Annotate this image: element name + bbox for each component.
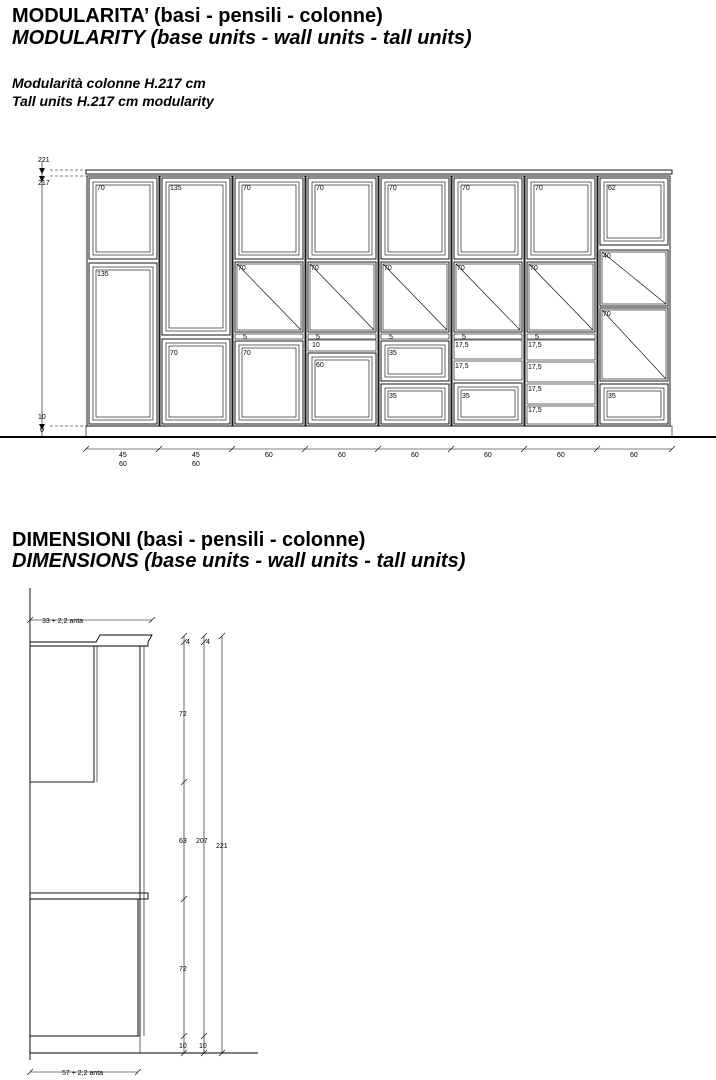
panel-height-label: 70 — [243, 185, 251, 192]
overall-label-crown: 4 — [206, 639, 210, 646]
unit-width-label: 60 — [557, 452, 565, 459]
plinth — [86, 426, 672, 437]
height-label-wall-unit: 72 — [179, 711, 187, 718]
bottom-depth-label: 57 + 2,2 anta — [62, 1070, 104, 1077]
width-dimension-line — [83, 446, 675, 452]
overall-label-plinth: 10 — [199, 1043, 207, 1050]
height-label-base-unit: 72 — [179, 966, 187, 973]
panel-height-label: 70 — [530, 265, 538, 272]
panel-height-label: 70 — [603, 311, 611, 318]
drawer-front — [454, 383, 522, 424]
level-label-10: 10 — [38, 414, 46, 421]
tall-unit-4 — [306, 176, 378, 426]
height-label-crown: 4 — [186, 639, 190, 646]
panel-height-label: 70 — [238, 265, 246, 272]
panel-height-label: 70 — [384, 265, 392, 272]
unit-width-label: 60 — [411, 452, 419, 459]
unit-width-label: 60 — [265, 452, 273, 459]
panel-height-label: 62 — [608, 185, 616, 192]
overall-label-total: 221 — [216, 843, 228, 850]
base-cabinet-profile — [30, 899, 138, 1036]
plinth-profile — [30, 1036, 140, 1053]
panel-height-label: 5 — [389, 334, 393, 341]
tall-unit-2 — [160, 176, 232, 426]
overall-label-tall-unit: 207 — [196, 838, 208, 845]
unit-width-label: 60 — [484, 452, 492, 459]
unit-width-label: 45 — [192, 452, 200, 459]
tall-unit-8 — [598, 176, 670, 426]
panel-height-label: 70 — [243, 350, 251, 357]
modularity-elevation-drawing — [0, 150, 716, 480]
section-dimensions-drawing — [0, 600, 716, 1080]
panel-height-label: 17,5 — [455, 363, 469, 370]
unit-width-label: 45 — [119, 452, 127, 459]
level-label-217: 217 — [38, 180, 50, 187]
wall-cabinet-profile — [30, 646, 94, 782]
panel-height-label: 5 — [462, 334, 466, 341]
panel-height-label: 35 — [389, 350, 397, 357]
tall-units-subtitle-en: Tall units H.217 cm modularity — [12, 93, 214, 109]
level-label-0: 0 — [40, 427, 44, 434]
panel-height-label: 17,5 — [528, 407, 542, 414]
modularity-title-en: MODULARITY (base units - wall units - tall units) — [12, 27, 472, 49]
panel-height-label: 35 — [462, 393, 470, 400]
door-panel — [89, 263, 157, 424]
tall-unit-6 — [452, 176, 524, 426]
panel-height-label: 5 — [535, 334, 539, 341]
crown-molding — [86, 170, 672, 174]
panel-height-label: 40 — [603, 253, 611, 260]
panel-height-label: 10 — [312, 342, 320, 349]
panel-height-label: 17,5 — [528, 386, 542, 393]
panel-height-label: 70 — [316, 185, 324, 192]
tall-unit-7 — [525, 176, 597, 426]
panel-height-label: 70 — [97, 185, 105, 192]
dimensions-title-en: DIMENSIONS (base units - wall units - tall units) — [12, 550, 466, 572]
panel-height-label: 17,5 — [455, 342, 469, 349]
panel-height-label: 135 — [97, 271, 109, 278]
level-label-221: 221 — [38, 157, 50, 164]
height-label-plinth: 10 — [179, 1043, 187, 1050]
tall-units-subtitle: Modularità colonne H.217 cm — [12, 75, 206, 91]
drawer-front — [381, 384, 449, 424]
panel-height-label: 35 — [389, 393, 397, 400]
dimensions-title: DIMENSIONI (basi - pensili - colonne) — [12, 529, 366, 551]
drawer-front — [600, 384, 668, 424]
panel-height-label: 70 — [311, 265, 319, 272]
panel-height-label: 70 — [535, 185, 543, 192]
panel-height-label: 60 — [316, 362, 324, 369]
tall-unit-5 — [379, 176, 451, 426]
top-depth-label: 33 + 2,2 anta — [42, 618, 84, 625]
level-arrow-221 — [39, 168, 45, 174]
panel-height-label: 70 — [457, 265, 465, 272]
panel-height-label: 35 — [608, 393, 616, 400]
crown-profile — [30, 635, 152, 646]
tall-unit-3 — [233, 176, 305, 426]
panel-height-label: 17,5 — [528, 342, 542, 349]
panel-height-label: 17,5 — [528, 364, 542, 371]
door-panel — [162, 178, 230, 335]
panel-height-label: 5 — [316, 334, 320, 341]
drawer-front — [381, 341, 449, 381]
panel-height-label: 135 — [170, 185, 182, 192]
height-label-gap: 63 — [179, 838, 187, 845]
countertop — [30, 893, 148, 899]
unit-width-alt-label: 60 — [119, 461, 127, 468]
panel-height-label: 5 — [243, 334, 247, 341]
unit-width-label: 60 — [338, 452, 346, 459]
unit-width-label: 60 — [630, 452, 638, 459]
tall-unit-1 — [87, 176, 159, 426]
panel-height-label: 70 — [462, 185, 470, 192]
unit-width-alt-label: 60 — [192, 461, 200, 468]
panel-height-label: 70 — [389, 185, 397, 192]
panel-height-label: 70 — [170, 350, 178, 357]
modularity-title: MODULARITA’ (basi - pensili - colonne) — [12, 5, 383, 27]
